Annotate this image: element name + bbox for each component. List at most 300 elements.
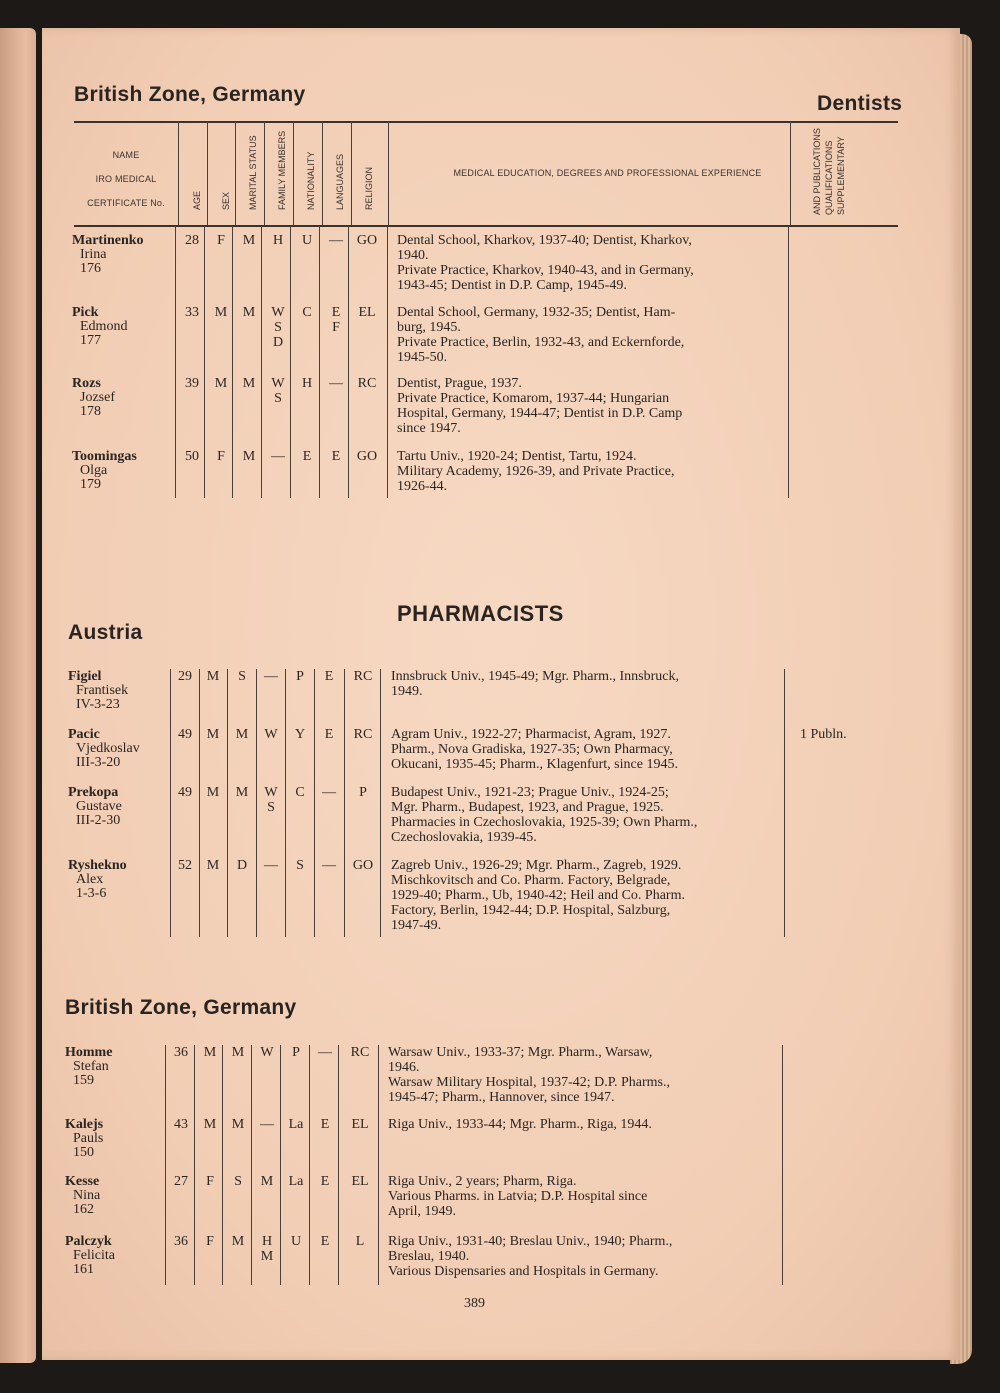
book-page — [42, 28, 960, 1360]
cell-religion — [353, 449, 381, 464]
cell-age — [167, 1117, 195, 1132]
table-column-rule — [314, 669, 315, 937]
person-given-name: Frantisek — [76, 683, 129, 698]
cell-languages-value: — — [318, 1045, 332, 1060]
person-certificate: III-3-20 — [76, 755, 121, 770]
cell-marital-value: M — [242, 233, 256, 248]
cell-family — [257, 785, 285, 815]
cell-sex-value: M — [206, 727, 220, 742]
british-zone-heading: British Zone, Germany — [65, 996, 297, 1019]
cell-sex — [207, 233, 235, 248]
cell-marital — [235, 233, 263, 248]
cell-nationality — [282, 1117, 310, 1132]
header-column-rule — [207, 121, 208, 225]
cell-sex — [196, 1234, 224, 1249]
cell-languages — [315, 727, 343, 742]
header-bottom-rule — [74, 225, 898, 227]
cell-family-value: H — [261, 1234, 273, 1249]
cell-marital — [228, 727, 256, 742]
cell-languages-value: E — [324, 669, 334, 684]
cell-languages — [322, 305, 350, 335]
cell-age — [167, 1174, 195, 1189]
cell-age-value: 28 — [185, 233, 199, 248]
cell-religion-value: L — [355, 1234, 365, 1249]
cell-nationality — [286, 727, 314, 742]
cell-religion — [346, 1174, 374, 1189]
cell-languages-value: F — [332, 320, 340, 335]
cell-languages-value: — — [322, 858, 336, 873]
cell-marital — [228, 785, 256, 800]
person-certificate: 162 — [73, 1202, 94, 1217]
cell-sex — [196, 1117, 224, 1132]
cell-age-value: 52 — [178, 858, 192, 873]
table-column-rule — [319, 226, 320, 498]
person-given-name: Olga — [80, 463, 108, 478]
cell-age-value: 36 — [174, 1045, 188, 1060]
cell-age-value: 39 — [185, 376, 199, 391]
header-column-rule — [293, 121, 294, 225]
education-line: Riga Univ., 2 years; Pharm, Riga. — [388, 1174, 577, 1189]
cell-family — [264, 376, 292, 406]
cell-religion — [346, 1045, 374, 1060]
cell-sex — [207, 449, 235, 464]
cell-marital — [235, 449, 263, 464]
cell-age — [178, 233, 206, 248]
cell-age — [178, 376, 206, 391]
education-line: Breslau, 1940. — [388, 1249, 470, 1264]
cell-age-value: 49 — [178, 727, 192, 742]
cell-family-value: — — [264, 858, 278, 873]
header-column-rule — [264, 121, 265, 225]
cell-marital — [224, 1117, 252, 1132]
cell-family — [253, 1234, 281, 1264]
cell-marital-value: M — [242, 376, 256, 391]
header-column-rule — [790, 121, 791, 225]
column-religion-header: RELIGION — [364, 166, 374, 210]
person-given-name: Edmond — [80, 319, 128, 334]
person-surname: Pick — [72, 305, 99, 320]
cell-religion-value: GO — [352, 858, 374, 873]
table-column-rule — [232, 226, 233, 498]
cell-nationality-value: E — [302, 449, 312, 464]
table-column-rule — [194, 1045, 195, 1285]
cell-languages-value: E — [320, 1234, 330, 1249]
cell-religion — [353, 376, 381, 391]
column-age-header: AGE — [192, 190, 202, 210]
cell-age-value: 33 — [185, 305, 199, 320]
cell-marital-value: S — [238, 669, 246, 684]
education-line: April, 1949. — [388, 1204, 457, 1219]
table-column-rule — [285, 669, 286, 937]
education-line: 1945-47; Pharm., Hannover, since 1947. — [388, 1090, 615, 1105]
austria-heading: Austria — [68, 621, 143, 644]
education-line: Pharmacies in Czechoslovakia, 1925-39; Own Pharm., — [391, 815, 698, 830]
cell-languages-value: — — [329, 233, 343, 248]
cell-age-value: 27 — [174, 1174, 188, 1189]
cell-sex — [199, 669, 227, 684]
cell-sex — [196, 1045, 224, 1060]
cell-religion — [349, 858, 377, 873]
person-certificate: 176 — [80, 261, 101, 276]
education-line: Factory, Berlin, 1942-44; D.P. Hospital, Salzburg, — [391, 903, 671, 918]
cell-languages-value: — — [329, 376, 343, 391]
person-surname: Toomingas — [72, 449, 137, 464]
cell-family-value: M — [260, 1249, 274, 1264]
cell-religion-value: GO — [356, 449, 378, 464]
cell-religion — [349, 785, 377, 800]
cell-religion — [349, 669, 377, 684]
cell-marital — [235, 305, 263, 320]
person-given-name: Vjedkoslav — [76, 741, 140, 756]
person-surname: Homme — [65, 1045, 113, 1060]
education-line: burg, 1945. — [397, 320, 461, 335]
cell-nationality-value: La — [288, 1117, 304, 1132]
table-column-rule — [338, 1045, 339, 1285]
education-line: Budapest Univ., 1921-23; Prague Univ., 1924-25; — [391, 785, 669, 800]
cell-marital-value: M — [231, 1045, 245, 1060]
person-certificate: 1-3-6 — [76, 886, 107, 901]
cell-age-value: 49 — [178, 785, 192, 800]
cell-family-value: W — [271, 376, 285, 391]
cell-family — [257, 669, 285, 684]
cell-nationality-value: Y — [294, 727, 306, 742]
cell-marital — [235, 376, 263, 391]
cell-languages-value: E — [320, 1174, 330, 1189]
cell-religion-value: EL — [351, 1174, 369, 1189]
cell-religion-value: P — [359, 785, 367, 800]
cell-sex-value: M — [206, 785, 220, 800]
cell-family-value: S — [274, 391, 282, 406]
table-column-rule — [782, 1045, 783, 1285]
cell-age — [171, 669, 199, 684]
cell-nationality — [282, 1045, 310, 1060]
person-given-name: Stefan — [73, 1059, 109, 1074]
cell-age — [167, 1234, 195, 1249]
cell-religion-value: RC — [350, 1045, 370, 1060]
column-name-line-3: CERTIFICATE No. — [87, 198, 165, 208]
person-given-name: Pauls — [73, 1131, 104, 1146]
person-certificate: 178 — [80, 404, 101, 419]
column-supplementary-line: QUALIFICATIONS — [824, 140, 834, 215]
cell-sex-value: M — [203, 1117, 217, 1132]
header-section-title: Dentists — [817, 92, 903, 115]
cell-sex-value: F — [217, 449, 225, 464]
education-text — [391, 858, 777, 933]
cell-nationality-value: P — [292, 1045, 300, 1060]
education-line: 1945-50. — [397, 350, 448, 365]
cell-languages-value: E — [331, 449, 341, 464]
education-line: Mgr. Pharm., Budapest, 1923, and Prague, 1925. — [391, 800, 664, 815]
cell-sex-value: F — [206, 1234, 214, 1249]
cell-languages-value: E — [324, 727, 334, 742]
cell-nationality-value: U — [290, 1234, 302, 1249]
column-name-header — [74, 143, 178, 215]
cell-age-value: 36 — [174, 1234, 188, 1249]
cell-religion — [353, 233, 381, 248]
education-line: since 1947. — [397, 421, 461, 436]
cell-nationality — [282, 1174, 310, 1189]
education-line: Military Academy, 1926-39, and Private Practice, — [397, 464, 675, 479]
person-surname: Figiel — [68, 669, 102, 684]
cell-family-value: — — [260, 1117, 274, 1132]
cell-family-value: W — [260, 1045, 274, 1060]
header-column-rule — [351, 121, 352, 225]
cell-marital — [224, 1045, 252, 1060]
education-text — [388, 1117, 774, 1132]
cell-marital-value: M — [242, 449, 256, 464]
cell-family-value: W — [264, 785, 278, 800]
education-line: Okucani, 1935-45; Pharm., Klagenfurt, since 1945. — [391, 757, 678, 772]
cell-age — [171, 727, 199, 742]
cell-religion-value: GO — [356, 233, 378, 248]
person-given-name: Felicita — [73, 1248, 115, 1263]
person-surname: Ryshekno — [68, 858, 127, 873]
cell-marital-value: M — [231, 1117, 245, 1132]
person-surname: Kesse — [65, 1174, 100, 1189]
table-column-rule — [165, 1045, 166, 1285]
cell-sex — [199, 785, 227, 800]
table-column-rule — [256, 669, 257, 937]
cell-languages — [315, 785, 343, 800]
cell-nationality — [293, 449, 321, 464]
cell-nationality-value: C — [295, 785, 305, 800]
cell-sex-value: M — [214, 376, 228, 391]
cell-age — [171, 785, 199, 800]
education-line: 1929-40; Pharm., Ub, 1940-42; Heil and Co. Pharm. — [391, 888, 685, 903]
education-line: Tartu Univ., 1920-24; Dentist, Tartu, 1924. — [397, 449, 637, 464]
education-line: 1943-45; Dentist in D.P. Camp, 1945-49. — [397, 278, 627, 293]
cell-nationality — [282, 1234, 310, 1249]
education-text — [391, 727, 777, 772]
table-column-rule — [348, 226, 349, 498]
cell-family-value: D — [272, 335, 284, 350]
cell-languages — [311, 1234, 339, 1249]
cell-sex — [196, 1174, 224, 1189]
cell-nationality — [293, 233, 321, 248]
person-certificate: 177 — [80, 333, 101, 348]
education-line: Riga Univ., 1931-40; Breslau Univ., 1940; Pharm., — [388, 1234, 673, 1249]
education-line: 1949. — [391, 684, 423, 699]
header-zone-title: British Zone, Germany — [74, 83, 306, 106]
table-column-rule — [251, 1045, 252, 1285]
facing-page-edge — [0, 28, 36, 1363]
table-column-rule — [199, 669, 200, 937]
cell-languages — [311, 1045, 339, 1060]
cell-family — [264, 233, 292, 248]
education-line: Mischkovitsch and Co. Pharm. Factory, Belgrade, — [391, 873, 671, 888]
table-column-rule — [204, 226, 205, 498]
column-name-line-2: IRO MEDICAL — [95, 174, 157, 184]
table-column-rule — [378, 1045, 379, 1285]
education-line: Pharm., Nova Gradiska, 1927-35; Own Pharmacy, — [391, 742, 673, 757]
person-surname: Prekopa — [68, 785, 119, 800]
education-line: 1947-49. — [391, 918, 442, 933]
cell-religion-value: EL — [358, 305, 376, 320]
table-column-rule — [387, 226, 388, 498]
education-line: Private Practice, Komarom, 1937-44; Hungarian — [397, 391, 670, 406]
cell-family — [253, 1174, 281, 1189]
cell-nationality — [286, 858, 314, 873]
cell-religion-value: RC — [353, 727, 373, 742]
cell-nationality-value: P — [296, 669, 304, 684]
education-text — [391, 669, 777, 699]
cell-languages — [311, 1174, 339, 1189]
person-certificate: III-2-30 — [76, 813, 121, 828]
cell-sex-value: M — [206, 858, 220, 873]
cell-religion-value: EL — [351, 1117, 369, 1132]
cell-languages — [315, 858, 343, 873]
cell-sex — [207, 305, 235, 320]
cell-nationality-value: La — [288, 1174, 304, 1189]
column-name-line-1: NAME — [112, 150, 140, 160]
cell-religion — [349, 727, 377, 742]
education-line: Warsaw Military Hospital, 1937-42; D.P. Pharms., — [388, 1075, 670, 1090]
cell-age-value: 29 — [178, 669, 192, 684]
education-line: Private Practice, Kharkov, 1940-43, and in Germany, — [397, 263, 694, 278]
column-education-header: MEDICAL EDUCATION, DEGREES AND PROFESSIONAL EXPERIENCE — [453, 168, 762, 178]
cell-religion — [346, 1117, 374, 1132]
column-marital-header: MARITAL STATUS — [248, 135, 258, 210]
education-line: Zagreb Univ., 1926-29; Mgr. Pharm., Zagreb, 1929. — [391, 858, 682, 873]
table-column-rule — [222, 1045, 223, 1285]
table-column-rule — [175, 226, 176, 498]
education-line: Riga Univ., 1933-44; Mgr. Pharm., Riga, 1944. — [388, 1117, 652, 1132]
cell-nationality — [286, 669, 314, 684]
education-line: Dentist, Prague, 1937. — [397, 376, 522, 391]
header-column-rule — [322, 121, 323, 225]
education-line: 1946. — [388, 1060, 420, 1075]
cell-age — [178, 305, 206, 320]
person-certificate: 161 — [73, 1262, 94, 1277]
pharmacists-title: PHARMACISTS — [397, 601, 564, 626]
person-given-name: Gustave — [76, 799, 122, 814]
education-line: Dental School, Germany, 1932-35; Dentist, Ham- — [397, 305, 676, 320]
person-given-name: Jozsef — [80, 390, 115, 405]
cell-languages — [322, 233, 350, 248]
page-number: 389 — [464, 1296, 485, 1311]
cell-sex-value: M — [206, 669, 220, 684]
person-surname: Martinenko — [72, 233, 144, 248]
cell-religion-value: RC — [353, 669, 373, 684]
person-certificate: 150 — [73, 1145, 94, 1160]
table-column-rule — [309, 1045, 310, 1285]
cell-marital-value: M — [242, 305, 256, 320]
cell-marital — [228, 858, 256, 873]
cell-family-value: — — [264, 669, 278, 684]
cell-family — [253, 1117, 281, 1132]
column-family-header: FAMILY MEMBERS — [277, 130, 287, 210]
table-column-rule — [261, 226, 262, 498]
person-certificate: IV-3-23 — [76, 697, 120, 712]
cell-religion — [346, 1234, 374, 1249]
cell-marital — [224, 1174, 252, 1189]
person-surname: Palczyk — [65, 1234, 112, 1249]
cell-family — [264, 305, 292, 350]
cell-languages — [315, 669, 343, 684]
cell-family-value: W — [264, 727, 278, 742]
cell-languages-value: — — [322, 785, 336, 800]
table-column-rule — [784, 669, 785, 937]
cell-family-value: H — [272, 233, 284, 248]
cell-family-value: M — [260, 1174, 274, 1189]
cell-languages — [322, 376, 350, 391]
cell-family — [257, 858, 285, 873]
supplementary-text: 1 Publn. — [800, 727, 847, 742]
cell-marital-value: M — [231, 1234, 245, 1249]
cell-religion-value: RC — [357, 376, 377, 391]
education-line: Private Practice, Berlin, 1932-43, and Eckernforde, — [397, 335, 685, 350]
cell-age-value: 43 — [174, 1117, 188, 1132]
cell-age — [167, 1045, 195, 1060]
cell-nationality-value: U — [301, 233, 313, 248]
education-text — [397, 305, 781, 365]
cell-age — [178, 449, 206, 464]
education-text — [391, 785, 777, 845]
cell-languages — [322, 449, 350, 464]
education-line: Various Pharms. in Latvia; D.P. Hospital since — [388, 1189, 648, 1204]
education-text — [397, 449, 781, 494]
column-languages-header: LANGUAGES — [335, 153, 345, 210]
column-supplementary-line: AND PUBLICATIONS — [812, 128, 822, 215]
education-line: Hospital, Germany, 1944-47; Dentist in D.P. Camp — [397, 406, 683, 421]
table-column-rule — [788, 226, 789, 498]
table-column-rule — [170, 669, 171, 937]
person-surname: Rozs — [72, 376, 101, 391]
cell-family-value: S — [274, 320, 282, 335]
cell-age — [171, 858, 199, 873]
education-line: Czechoslovakia, 1939-45. — [391, 830, 537, 845]
cell-sex-value: M — [203, 1045, 217, 1060]
cell-languages-value: E — [331, 305, 341, 320]
header-top-rule — [74, 121, 898, 123]
education-line: 1940. — [397, 248, 429, 263]
education-text — [388, 1045, 774, 1105]
education-line: Dental School, Kharkov, 1937-40; Dentist, Kharkov, — [397, 233, 692, 248]
person-given-name: Alex — [76, 872, 104, 887]
column-supplementary-line: SUPPLEMENTARY — [836, 136, 846, 215]
cell-family — [257, 727, 285, 742]
cell-family-value: — — [271, 449, 285, 464]
cell-marital — [228, 669, 256, 684]
cell-marital — [224, 1234, 252, 1249]
education-line: Agram Univ., 1922-27; Pharmacist, Agram, 1927. — [391, 727, 671, 742]
cell-nationality — [286, 785, 314, 800]
person-certificate: 159 — [73, 1073, 94, 1088]
table-column-rule — [290, 226, 291, 498]
education-line: 1926-44. — [397, 479, 448, 494]
table-column-rule — [344, 669, 345, 937]
person-certificate: 179 — [80, 477, 101, 492]
education-text — [388, 1174, 774, 1219]
cell-sex — [207, 376, 235, 391]
cell-family — [264, 449, 292, 464]
cell-sex-value: M — [214, 305, 228, 320]
cell-nationality-value: S — [296, 858, 304, 873]
education-line: Warsaw Univ., 1933-37; Mgr. Pharm., Warsaw, — [388, 1045, 653, 1060]
cell-nationality — [293, 376, 321, 391]
cell-age-value: 50 — [185, 449, 199, 464]
header-column-rule — [178, 121, 179, 225]
cell-marital-value: D — [236, 858, 248, 873]
person-given-name: Nina — [73, 1188, 101, 1203]
person-surname: Pacic — [68, 727, 100, 742]
person-given-name: Irina — [80, 247, 107, 262]
table-column-rule — [380, 669, 381, 937]
cell-languages-value: E — [320, 1117, 330, 1132]
cell-nationality-value: H — [301, 376, 313, 391]
cell-sex-value: F — [206, 1174, 214, 1189]
cell-religion — [353, 305, 381, 320]
